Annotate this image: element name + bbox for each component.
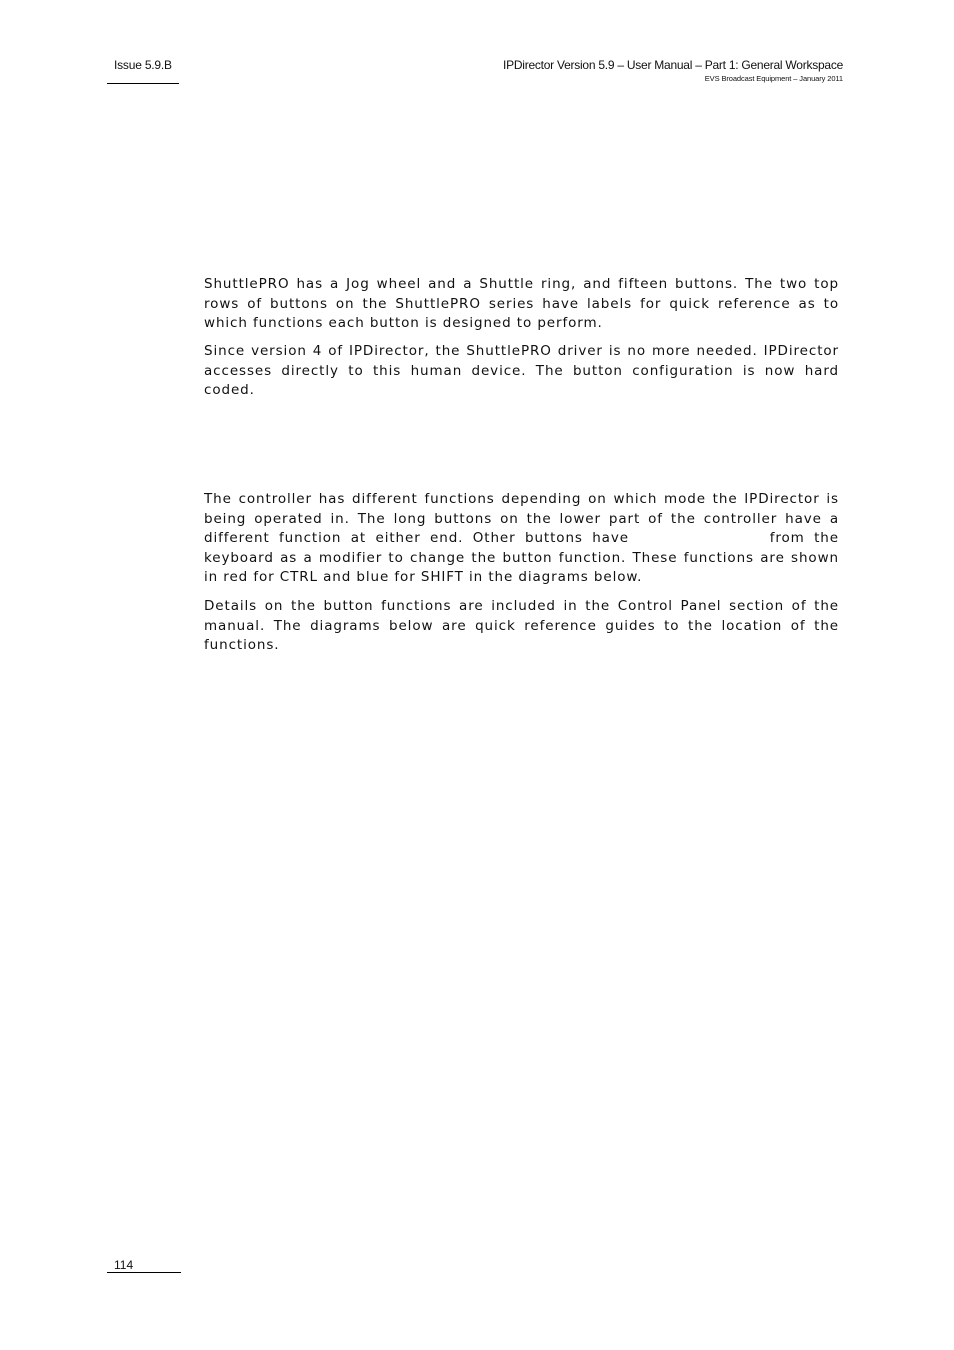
paragraph-controller-functions-part2: from the keyboard as a modifier to change the button function. These functions are shown in red for CTRL and blue for SHIFT in the diagrams below. xyxy=(204,530,839,585)
paragraph-controller-functions-part1: The controller has different functions depending on which mode the IPDirector is being operated in. The long buttons on the lower part of the controller have a different function at either end. Other buttons have xyxy=(204,491,839,546)
footer-rule xyxy=(107,1272,181,1273)
paragraph-shuttlepro-overview: ShuttlePRO has a Jog wheel and a Shuttle ring, and fifteen buttons. The two top rows of buttons on the ShuttlePRO series have labels for quick reference as to which functions each button is designed to perform. xyxy=(204,276,839,331)
header-issue: Issue 5.9.B xyxy=(114,58,172,72)
paragraph-button-details: Details on the button functions are included in the Control Panel section of the manual. The diagrams below are quick reference guides to the location of the functions. xyxy=(204,598,839,653)
footer-page-number: 114 xyxy=(114,1258,134,1272)
header-left-rule xyxy=(107,83,179,84)
paragraph-controller-functions xyxy=(204,490,839,588)
header-title: IPDirector Version 5.9 – User Manual – Part 1: General Workspace xyxy=(503,58,843,72)
paragraph-driver-note: Since version 4 of IPDirector, the ShuttlePRO driver is no more needed. IPDirector accesses directly to this human device. The button configuration is now hard coded. xyxy=(204,343,839,398)
header-subtitle: EVS Broadcast Equipment – January 2011 xyxy=(704,74,843,83)
